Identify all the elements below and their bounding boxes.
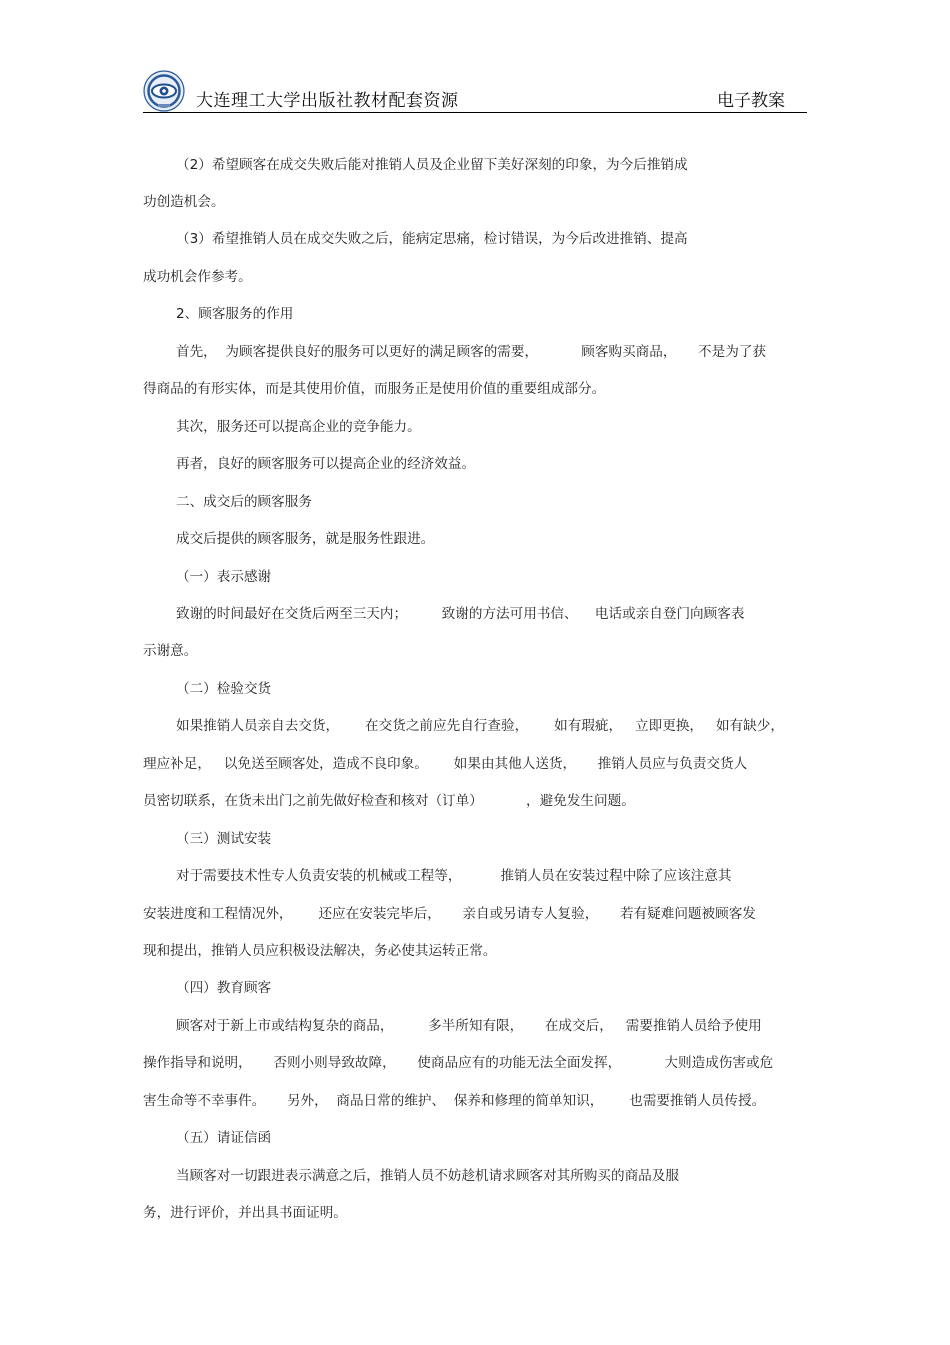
paragraph-line: （2）希望顾客在成交失败后能对推销人员及企业留下美好深刻的印象，为今后推销成 [176, 157, 688, 173]
paragraph-line: 得商品的有形实体，而是其使用价值，而服务正是使用价值的重要组成部分。 [143, 381, 606, 397]
paragraph-line: 害生命等不幸事件。 另外， 商品日常的维护、 保养和修理的简单知识， 也需要推销人员传授。 [143, 1093, 766, 1109]
paragraph-line: 现和提出，推销人员应积极设法解决，务必使其运转正常。 [143, 943, 497, 959]
paragraph-line: 如果推销人员亲自去交货， 在交货之前应先自行查验， 如有瑕疵， 立即更换， 如有缺少， [176, 718, 784, 734]
subsection-heading: （二）检验交货 [176, 681, 272, 697]
subsection-heading: （五）请证信函 [176, 1130, 272, 1146]
paragraph-line: 首先， 为顾客提供良好的服务可以更好的满足顾客的需要， 顾客购买商品， 不是为了获 [176, 344, 767, 360]
paragraph-line: （3）希望推销人员在成交失败之后，能病定思痛，检讨错误，为今后改进推销、提高 [176, 231, 688, 247]
paragraph-line: 员密切联系，在货未出门之前先做好检查和核对（订单） ，避免发生问题。 [143, 793, 635, 809]
paragraph-line: 顾客对于新上市或结构复杂的商品， 多半所知有限， 在成交后， 需要推销人员给予使用 [176, 1018, 762, 1034]
document-type-label: 电子教案 [717, 91, 785, 111]
paragraph-line: 当顾客对一切跟进表示满意之后，推销人员不妨趁机请求顾客对其所购买的商品及服 [176, 1168, 679, 1184]
publisher-title: 大连理工大学出版社教材配套资源 [196, 91, 459, 111]
paragraph-line: 安装进度和工程情况外， 还应在安装完毕后， 亲自或另请专人复验， 若有疑难问题被顾客发 [143, 906, 756, 922]
paragraph-line: 理应补足， 以免送至顾客处，造成不良印象。 如果由其他人送货， 推销人员应与负责交货人 [143, 756, 748, 772]
page-header [143, 68, 807, 114]
paragraph-line: 务，进行评价，并出具书面证明。 [143, 1205, 347, 1221]
paragraph-line: 示谢意。 [143, 643, 198, 659]
university-seal-icon [143, 70, 185, 112]
section-heading: 2、顾客服务的作用 [176, 306, 294, 322]
paragraph-line: 操作指导和说明， 否则小则导致故障， 使商品应有的功能无法全面发挥， 大则造成伤害或危 [143, 1055, 774, 1071]
subsection-heading: （四）教育顾客 [176, 980, 272, 996]
header-divider [143, 112, 807, 113]
subsection-heading: （一）表示感谢 [176, 569, 272, 585]
subsection-heading: （三）测试安装 [176, 831, 272, 847]
paragraph-line: 成功机会作参考。 [143, 269, 252, 285]
paragraph-line: 再者，良好的顾客服务可以提高企业的经济效益。 [176, 456, 476, 472]
paragraph-line: 致谢的时间最好在交货后两至三天内； 致谢的方法可用书信、 电话或亲自登门向顾客表 [176, 606, 745, 622]
section-heading: 二、成交后的顾客服务 [176, 494, 312, 510]
paragraph-line: 功创造机会。 [143, 194, 225, 210]
paragraph-line: 其次，服务还可以提高企业的竞争能力。 [176, 419, 421, 435]
paragraph-line: 对于需要技术性专人负责安装的机械或工程等， 推销人员在安装过程中除了应该注意其 [176, 868, 732, 884]
paragraph-line: 成交后提供的顾客服务，就是服务性跟进。 [176, 531, 435, 547]
